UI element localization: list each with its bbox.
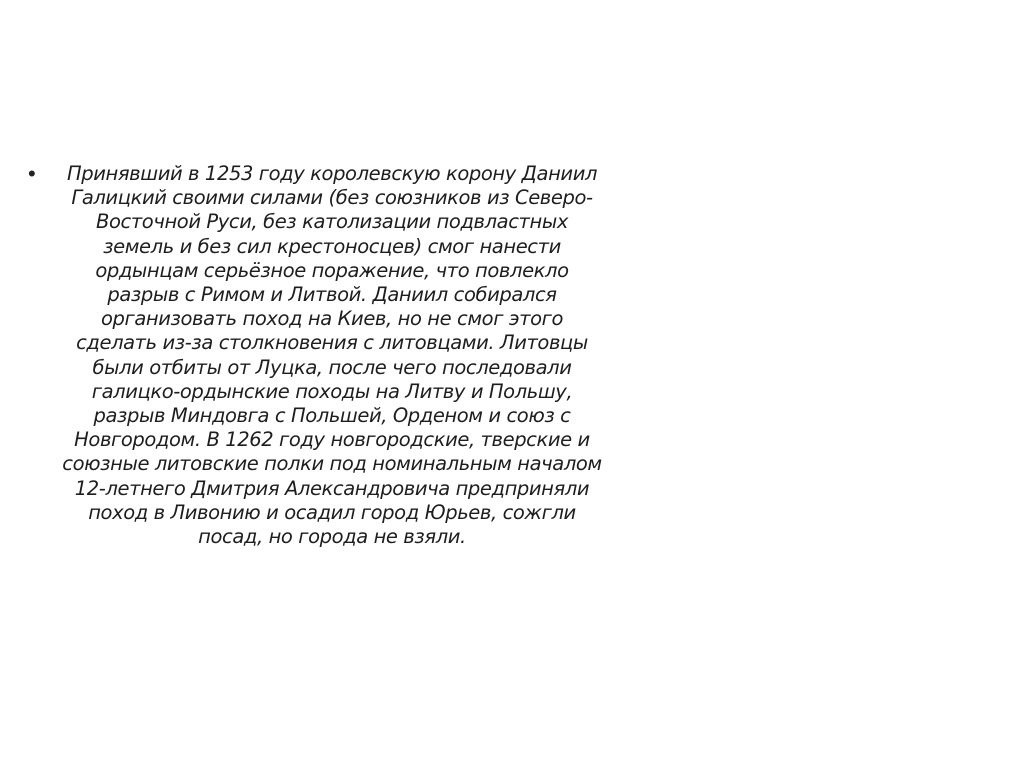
bullet-item (26, 162, 606, 549)
bullet-list (26, 162, 606, 549)
bullet-marker: • (28, 161, 36, 186)
paragraph-text: Принявший в 1253 году королевскую корону Даниил Галицкий своими силами (без союзников из Северо-Восточной Руси, без католизации подвластных земель и без сил крестоносцев) смог нанести ордынцам серьёзное поражение, что повлекло разрыв с Римом и Литвой. Даниил собирался организовать поход на Киев, но не смог этого сделать из-за столкновения с литовцами. Литовцы были отбиты от Луцка, после чего последовали галицко-ордынские походы на Литву и Польшу, разрыв Миндовга с Польшей, Орденом и союз с Новгородом. В 1262 году новгородские, тверские и союзные литовские полки под номинальным началом 12-летнего Дмитрия Александровича предприняли поход в Ливонию и осадил город Юрьев, сожгли посад, но города не взяли. (62, 162, 602, 549)
